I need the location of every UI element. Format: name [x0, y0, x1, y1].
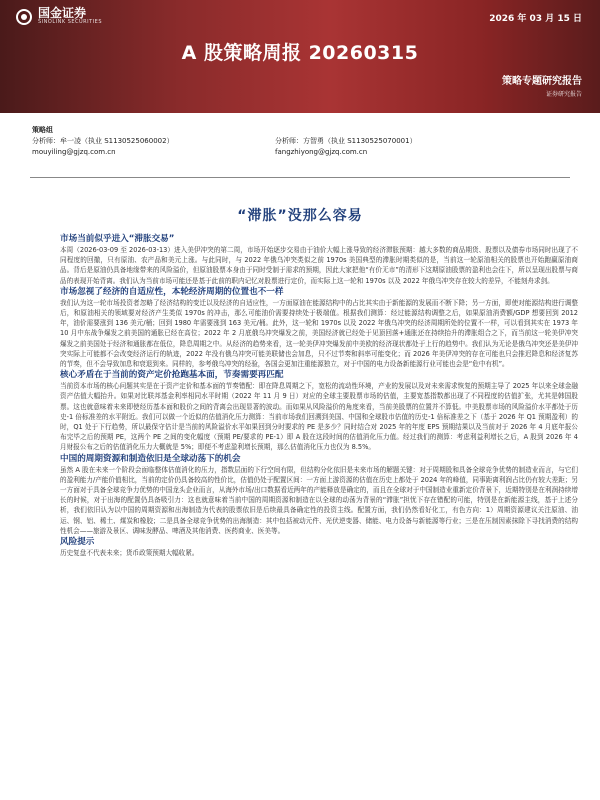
section-paragraph: 虽然 A 股在未来一个阶段会面临整体估值消化的压力，指数层面的下行空间有限，但结构分化依旧是未来市场的解题关键：对于周期股和具备全球竞争优势的制造业而言，与它们的盈利能力/产能价值相比，当前的定价仍具备较高的性价比，估值仍处于配置区间：一方面上游资源的估值在历史上都处于 2024 年的峰值，同事距离利润占比仍有较大差距；另一方面对于具备全球竞争力优势的中国龙头企业而言，从海外市场/出口数据看近两年的产能释放是确定的，而且在全球对于中国制造业重新定价背景下，近期特别是在利润持续增长的时候，对于出海的配置仍具备吸引力：这也就意味着当前中国的周期资源和制造在以全球的动荡为背景的“滞胀”担忧下存在错配的可能，特别是在新能源主线，基于上述分析，我们依旧认为以中国的周期资源和出海制造为代表的股票依旧是后续最具备确定性的投资主线。配置方面，我们仍然看好化工，有色方向：1）周期资源建议关注原油、油运、钢、铝、稀土、煤炭和橡胶；二是具备全球竞争优势的出海制造：其中包括被动元件、光伏逆变器、储能、电力设备与新能源等行业；三是在压制因素抹除下寻找消费的结构性机会——旅游及景区、调味发酵品、啤酒及其他消费、医药商业、医美等。 — [60, 465, 578, 535]
section-heading: 中国的周期资源和制造依旧是全球动荡下的机会 — [60, 453, 241, 464]
analyst-row — [32, 136, 572, 147]
analyst-2: 分析师：方智勇（执业 S1130525070001） — [275, 137, 417, 145]
report-body — [60, 233, 578, 558]
section-heading: 风险提示 — [60, 537, 95, 548]
report-type: 策略专题研究报告 — [502, 76, 582, 87]
analyst-block — [32, 125, 572, 158]
analyst-1-email[interactable]: mouyiling@gjzq.com.cn — [32, 148, 116, 156]
header-banner — [0, 0, 600, 113]
brand-sub: SINOLINK SECURITIES — [38, 19, 102, 25]
email-row — [32, 147, 572, 158]
brand-name: 国金证券 — [38, 6, 87, 20]
section-paragraph: 历史复盘不代表未来；货币政策预期大幅收紧。 — [60, 549, 199, 558]
divider — [30, 177, 570, 178]
section-heading: 市场当前似乎进入“滞胀交易” — [60, 234, 175, 244]
section-paragraph: 当前资本市场的核心问题其实是在于资产定价和基本面的节奏错配：即在降息周期之下，宽松的流动性环境，产业的发展以及对未来需求恢复的预期主导了 2025 年以来全球金融资产估值大幅抬升。如果对比联邦基金利率相同水平时期（2022 年 11 月 9 日）对应的全球主要股票市场的估值，主要宽基指数都出现了不同程度的估值扩张，尤其是韩国股票。这也就意味着未来即使经历基本面和股价之间的背离会出现显著的波动。而如果从风险溢价的角度来看，当前美股票的位置并不算低。中美股票市场的风险溢价水平都处于历史-1 倍标准差的水平附近。我们可以做一个近似的估值消化压力测算：当前市场我们回溯到美国、中国和全球股市估值的历史-1 倍标准差之下（基于 2026 年 Q1 预期盈利）的时，Q1 处于下行趋势，所以最保守估计是当前的风险溢价水平如果回到分时要求的 PE 是多少？同时结合对 2025 年的年度 EPS 预期结果以及当前对于 2026 年 4 月底年报公布完毕之后的预期 PE，这两个 PE 之间的变化幅度（预期 PE/要求的 PE-1）即 A 股在这段时间的估值消化压力值。经过我们的测算：考虑利益利增长之后，A 股到 2026 年 4 月财报公布之后的估值消化压力大概就是 5%；即便不考虑盈利增长预期，那么估值消化压力也仅为 8.5%。 — [60, 382, 578, 452]
brand-logo-icon — [16, 9, 32, 25]
team-label: 策略组 — [32, 126, 53, 134]
section-heading: 核心矛盾在于当前的资产定价抢跑基本面，节奏需要再匹配 — [60, 370, 284, 381]
section-paragraph: 我们认为这一轮市场投资者忽略了经济结构的变迁以及经济的自适应性，一方面原油在能源结构中的占比其实由于新能源的发展而不断下降；另一方面，即使对能源结构进行调整后，和原油相关的领域要对经济产生类似 1970s 的冲击，那么可能油价需要持续处于极端值。根据我们测算：经过能源结构调整之后，如果原油消费额/GDP 想要回到 2012 年，油价需要涨到 136 美元/桶；回到 1980 年需要涨到 163 美元/桶。此外，这一轮和 1970s 以及 2022 年俄乌冲突的经济周期所处的位置不一样，可以看到其实在 1973 年 10 月中东战争爆发之前美国的通胀已经在高位；2022 年 2 月底俄乌冲突爆发之前，美国经济就已经处于见顶回落+通胀还在持续抬升的滞胀组合之下，而当前这一轮美伊冲突爆发之前美国处于经济和通胀都在低位，降息周期之中。从经济的趋势来看，这一轮美伊冲突爆发前中美欧的经济现状都处于上行的趋势中。我们认为无论是俄乌冲突还是美伊冲突实际上可能都不会改变经济运行的轨迹，2022 年没有俄乌冲突可能美联储也会加息，只不过节奏和斜率可能变化；而 2026 年美伊冲突的存在可能也只会推迟降息和经济复苏的节奏，但不会导致加息和衰退到来。同样的，参考俄乌冲突的经验，各国会更加注重能源独立，对于中国的电力设备新能源行业可能也会是“危中有机”。 — [60, 298, 578, 369]
report-title: A 股策略周报 20260315 — [181, 42, 419, 64]
analyst-2-email[interactable]: fangzhiyong@gjzq.com.cn — [275, 148, 368, 156]
report-date: 2026 年 03 月 15 日 — [489, 14, 582, 24]
analyst-1: 分析师：牟一凌（执业 S1130525060002） — [32, 137, 174, 145]
brand — [16, 7, 102, 26]
section-heading: 市场忽视了经济的自适应性，本轮经济周期的位置也不一样 — [60, 286, 284, 297]
document-title: “滞胀”没那么容易 — [237, 208, 363, 224]
report-subtype: 证券研究报告 — [545, 91, 582, 98]
section-paragraph: 本周（2026-03-09 至 2026-03-13）进入美伊冲突的第二周，市场开始逐步交易由于油价大幅上涨导致的经济滞胀预期：越大多数的商品期货、股票以及债券市场同时出现了不同程度的回撤，只有原油、农产品和美元上涨。与此同时，与 2022 年俄乌冲突类似之前 1970s 美国典型的滞胀时期类似的是，当前这一轮原油相关的股票也开始跑赢原油商品。背后是原油仍具备地缘带来的风险溢价，但原油股票本身由于同时受制于需求的预期，因此大家把他“有价无市”的清形下这期原油股票的盈利也会往下，所以呈现出股票与商品的表现开始背离。我们认为当前市场可能还是基于此前的职内记忆对股票进行定价，而实际上这一轮和 1970s 以及 2022 年俄乌冲突存在较大的差异，不能刻舟求剑。 — [60, 246, 578, 285]
